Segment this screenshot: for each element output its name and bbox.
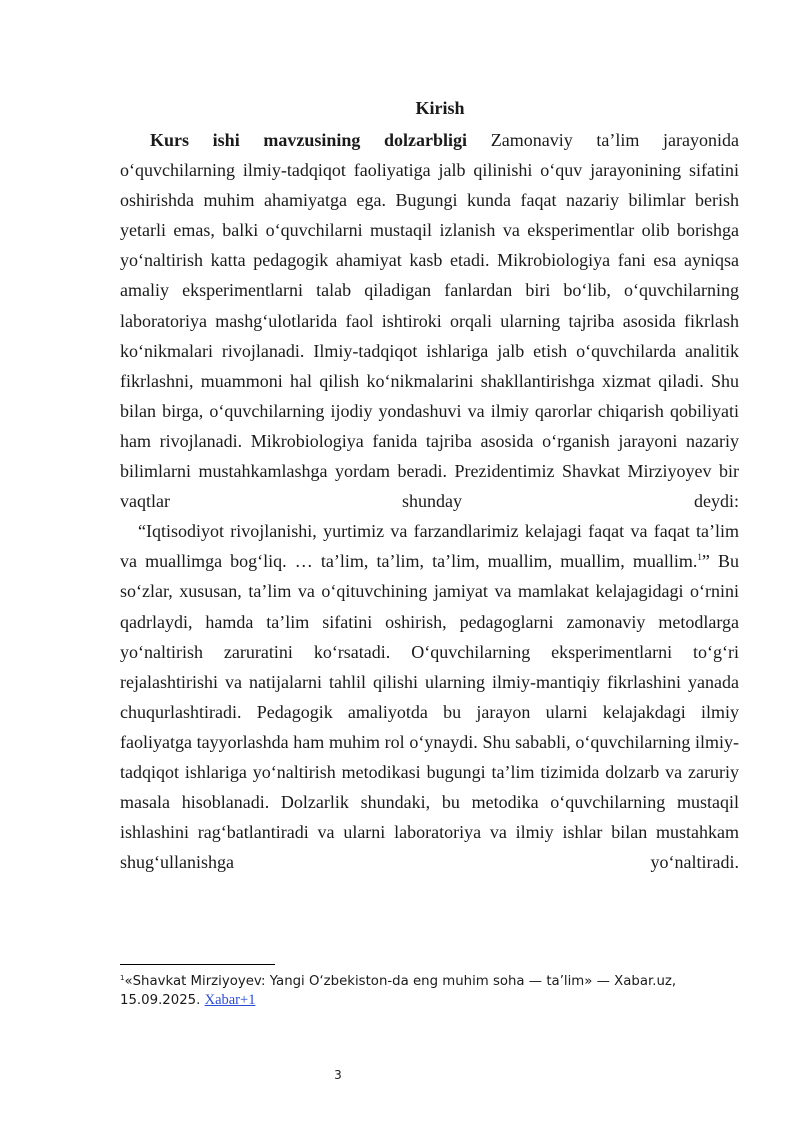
paragraph-quote [120, 516, 739, 877]
document-body [120, 125, 739, 877]
page-number: 3 [334, 1068, 342, 1082]
president-quote: “Iqtisodiyot rivojlanishi, yurtimiz va farzandlarimiz kelajagi faqat va faqat ta’lim va muallimga bog‘liq. … ta’lim, ta’lim, ta’lim, muallim, muallim, muallim. [120, 521, 739, 572]
paragraph-relevance [120, 125, 739, 516]
footnote [120, 972, 720, 1010]
paragraph-lead: Kurs ishi mavzusining dolzarbligi [150, 130, 468, 150]
paragraph-text: Bu so‘zlar, xususan, ta’lim va o‘qituvchining jamiyat va mamlakat kelajagidagi o‘rnini qadrlaydi, hamda ta’lim sifatini oshirish, pedagoglarni zamonaviy metodlarga yo‘naltirish zaruratini ko‘rsatadi. O‘quvchilarning eksperimentlarni to‘g‘ri rejalashtirishi va natijalarni tahlil qilishi ularning ilmiy-mantiqiy fikrlashini yanada chuqurlashtiradi. Pedagogik amaliyotda bu jarayon ularni kelajakdagi ilmiy faoliyatga tayyorlashda ham muhim rol o‘ynaydi. Shu sababli, o‘quvchilarning ilmiy-tadqiqot ishlariga yo‘naltirish metodikasi bugungi ta’lim tizimida dolzarb va zaruriy masala hisoblanadi. Dolzarlik shundaki, bu metodika o‘quvchilarning mustaqil ishlashini rag‘batlantiradi va ularni laboratoriya va ilmiy ishlar bilan mustahkam shug‘ullanishga yo‘naltiradi. [120, 551, 739, 873]
section-heading: Kirish [415, 98, 465, 118]
footnote-divider [120, 964, 275, 965]
quote-close: ” [701, 551, 710, 572]
footnote-text: «Shavkat Mirziyoyev: Yangi O‘zbekiston-da eng muhim soha — ta’lim» — Xabar.uz, 15.09.2025. [120, 974, 677, 1008]
paragraph-text: Zamonaviy ta’lim jarayonida o‘quvchilarning ilmiy-tadqiqot faoliyatiga jalb qilinishi o‘quv jarayonining sifatini oshirishda muhim ahamiyatga ega. Bugungi kunda faqat nazariy bilimlar berish yetarli emas, balki o‘quvchilarni mustaqil izlanish va eksperimentlar olib borishga yo‘naltirish katta pedagogik ahamiyat kasb etadi. Mikrobiologiya fani esa ayniqsa amaliy eksperimentlarni talab qiladigan fanlardan biri bo‘lib, o‘quvchilarning laboratoriya mashg‘ulotlarida faol ishtiroki orqali ularning tajriba asosida fikrlash ko‘nikmalari rivojlanadi. Ilmiy-tadqiqot ishlariga jalb etish o‘quvchilarda analitik fikrlashni, muammoni hal qilish ko‘nikmalarini shakllantirishga xizmat qiladi. Shu bilan birga, o‘quvchilarning ijodiy yondashuvi va ilmiy qarorlar chiqarish qobiliyati ham rivojlanadi. Mikrobiologiya fanida tajriba asosida o‘rganish jarayoni nazariy bilimlarni mustahkamlashga yordam beradi. Prezidentimiz Shavkat Mirziyoyev bir vaqtlar shunday deydi: [120, 130, 739, 512]
footnote-source-link[interactable]: Xabar+1 [204, 992, 256, 1008]
footnote-marker: 1 [120, 974, 125, 982]
footnote-reference[interactable]: 1 [697, 552, 702, 563]
